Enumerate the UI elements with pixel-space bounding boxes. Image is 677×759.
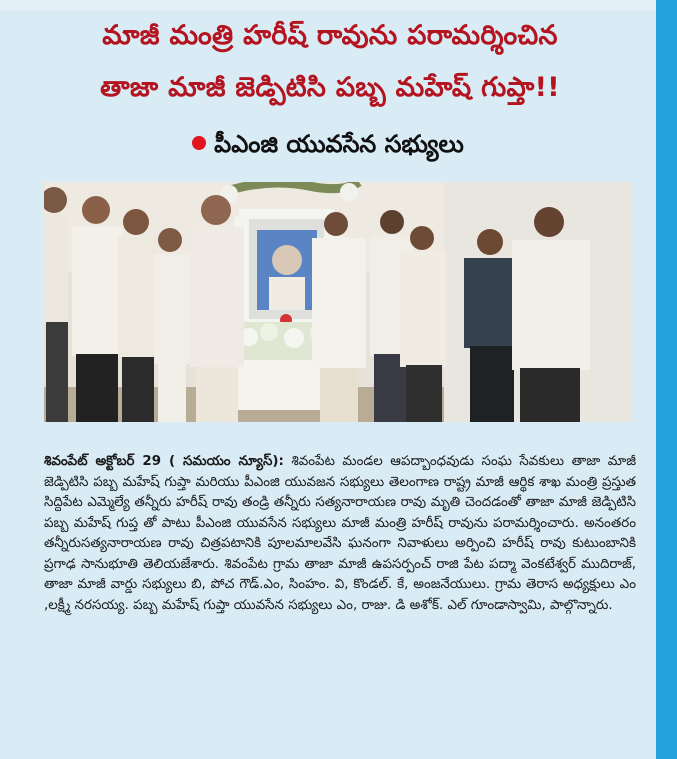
news-photo	[44, 182, 632, 422]
headline-line-2: తాజా మాజీ జెడ్పిటిసి పబ్బ మహేష్ గుప్తా!!	[100, 72, 560, 103]
article-dateline: శివంపేట్ అక్టోబర్ 29 ( సమయం న్యూస్):	[44, 454, 284, 469]
red-bullet-icon	[192, 136, 206, 150]
subheadline	[0, 130, 656, 164]
clipped-previous-line	[0, 0, 656, 10]
headline-line-1: మాజీ మంత్రి హరీష్ రావును పరామర్శించిన	[102, 20, 558, 51]
page-edge-bar	[656, 0, 677, 759]
article-body	[44, 452, 636, 616]
article-text: శివంపేట మండల ఆపద్బాంధవుడు సంఘ సేవకులు తాజా మాజీ జెడ్పిటిసి పబ్బ మహేష్ గుప్తా మరియు పీఎంజి యువజన సభ్యులు తెలంగాణ రాష్ట్ర మాజీ ఆర్థిక శాఖ మంత్రి ప్రస్తుత సిద్దిపేట ఎమ్మెల్యే తన్నీరు హరీష్ రావు తండ్రి తన్నీరు సత్యనారాయణ రావు మృతి చెందడంతో తాజా మాజీ జెడ్పిటిసి పబ్బ మహేష్ గుప్త తో పాటు పీఎంజి యువసేన సభ్యులు మాజీ మంత్రి హరీష్ రావును పరామర్శించారు. అనంతరం తన్నీరుసత్యనారాయణ రావు చిత్రపటానికి పూలమాలవేసి ఘనంగా నివాళులు అర్పించి హరీష్ రావు కుటుంబానికి ప్రగాఢ సానుభూతి తెలియజేశారు. శివంపేట గ్రామ తాజా మాజీ ఉపసర్పంచ్ రాజి పేట పద్మా వెంకటేశ్వర్ ముదిరాజ్, తాజా మాజీ వార్డు సభ్యులు బి, పోచ గౌడ్.ఎం, సింహం. వి, కొండల్. కే, అంజనేయులు. గ్రామ తెరాస అధ్యక్షులు ఎం ,లక్ష్మీ నరసయ్య. పబ్బ మహేష్ గుప్తా యువసేన సభ్యులు ఎం, రాజు. డి అశోక్. ఎల్ గూండాస్వామి, పాల్గొన్నారు.	[44, 454, 636, 613]
subheadline-text: పీఎంజి యువసేన సభ్యులు	[214, 130, 464, 158]
